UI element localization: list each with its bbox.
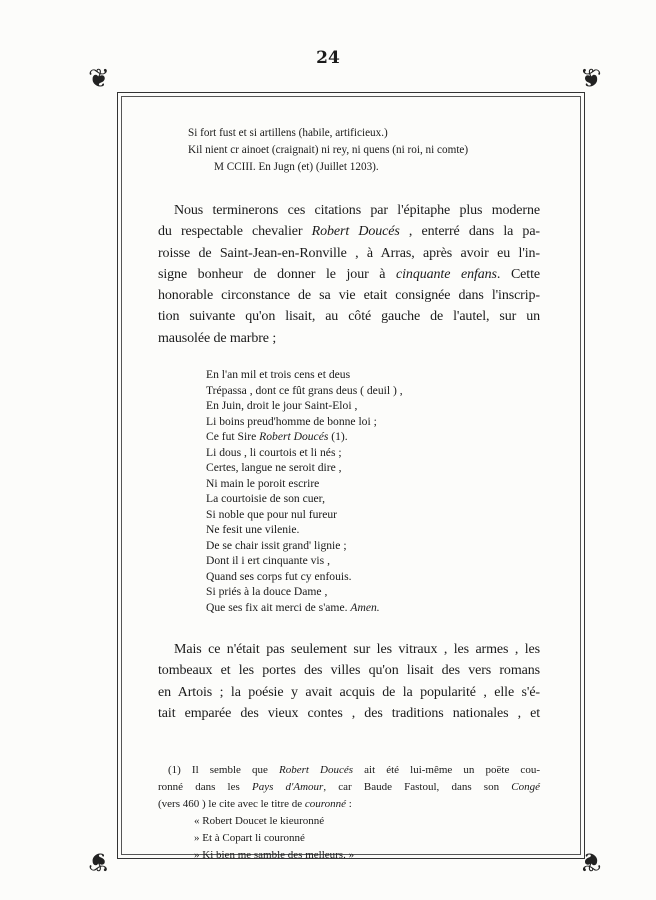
poem-line: Ni main le poroit escrire <box>206 476 320 490</box>
poem-line: Li dous , li courtois et li nés ; <box>206 445 342 459</box>
poem-line: En Juin, droit le jour Saint-Eloi , <box>206 399 358 413</box>
text-line: Mais ce n'était pas seulement sur les vitraux , les armes , les <box>174 642 540 658</box>
paragraph-doucés-epitaph-intro <box>158 200 540 349</box>
person-name: Robert Doucés <box>311 224 400 240</box>
footnote-quote <box>158 813 540 864</box>
corner-flourish-icon: ❦ <box>580 846 602 876</box>
emphasis: couronné <box>304 798 347 811</box>
text-line: Nous terminerons ces citations par l'épitaphe plus moderne <box>174 203 540 218</box>
emphasis: cinquante enfans <box>396 266 497 282</box>
old-epitaph-quote <box>188 125 540 176</box>
poem-line: Certes, langue ne seroit dire , <box>206 461 342 475</box>
poem-line: De se chair issit grand' lignie ; <box>206 538 347 552</box>
corner-flourish-icon: ❦ <box>88 846 110 876</box>
text-line: tion suivante qu'on lisait, au côté gauche de l'autel, sur un <box>158 309 540 325</box>
poem-line: La courtoisie de son cuer, <box>206 492 325 506</box>
text-line: signe bonheur de donner le jour à cinquante enfans. Cette <box>158 266 540 282</box>
poem-line: Que ses fix ait merci de s'ame. Amen. <box>206 600 380 614</box>
poem-line: Quand ses corps fut cy enfouis. <box>206 569 352 583</box>
emphasis: Amen. <box>350 600 380 614</box>
text-line: honorable circonstance de sa vie etait consignée dans l'inscrip- <box>158 288 540 304</box>
text-line: en Artois ; la poésie y avait acquis de la popularité , elle s'é- <box>158 684 540 700</box>
corner-flourish-icon: ❦ <box>580 64 602 94</box>
footnote-line: (1) Il semble que Robert Doucés ait été lui-même un poëte cou- <box>168 764 540 777</box>
person-name: Robert Doucés <box>259 430 329 444</box>
emphasis: Congé <box>511 781 540 794</box>
paragraph-artois-poetry <box>158 639 540 724</box>
poem-inscription <box>206 367 540 615</box>
person-name: Robert Doucés <box>279 764 354 777</box>
epitaph-line: M CCIII. En Jugn (et) (Juillet 1203). <box>214 161 379 173</box>
poem-line: Li boins preud'homme de bonne loi ; <box>206 414 377 428</box>
poem-line: En l'an mil et trois cens et deus <box>206 368 351 382</box>
quote-line: » Et à Copart li couronné <box>194 832 305 845</box>
text-line: tombeaux et les portes des villes qu'on lisait des vers romans <box>158 663 540 679</box>
epitaph-line: Kil nient cr ainoet (craignait) ni rey, ni quens (ni roi, ni comte) <box>188 144 469 156</box>
text-line: roisse de Saint-Jean-en-Ronville , à Arras, après avoir eu l'in- <box>158 245 540 261</box>
corner-flourish-icon: ❦ <box>88 64 110 94</box>
poem-line: Ne fesit une vilenie. <box>206 523 300 537</box>
footnote <box>158 762 540 864</box>
text-line: mausolée de marbre ; <box>158 330 277 346</box>
poem-line: Ce fut Sire Robert Doucés (1). <box>206 430 348 444</box>
poem-line: Dont il i ert cinquante vis , <box>206 554 330 568</box>
text-line: du respectable chevalier Robert Doucés , enterré dans la pa- <box>158 224 540 240</box>
quote-line: » Ki bien me samble des melleurs. » <box>194 849 355 862</box>
footnote-line: (vers 460 ) le cite avec le titre de couronné : <box>158 798 352 811</box>
poem-line: Si priés à la douce Dame , <box>206 585 328 599</box>
footnote-line: ronné dans les Pays d'Amour, car Baude Fastoul, dans son Congé <box>158 781 540 794</box>
quote-line: « Robert Doucet le kieuronné <box>194 815 325 828</box>
page-body <box>158 125 540 864</box>
page-number: 24 <box>316 48 340 68</box>
emphasis: Pays d'Amour <box>251 781 324 794</box>
poem-line: Trépassa , dont ce fût grans deus ( deuil ) , <box>206 383 403 397</box>
epitaph-line: Si fort fust et si artillens (habile, artificieux.) <box>188 127 388 139</box>
poem-line: Si noble que pour nul fureur <box>206 507 338 521</box>
text-line: tait emparée des vieux contes , des traditions nationales , et <box>158 705 540 721</box>
